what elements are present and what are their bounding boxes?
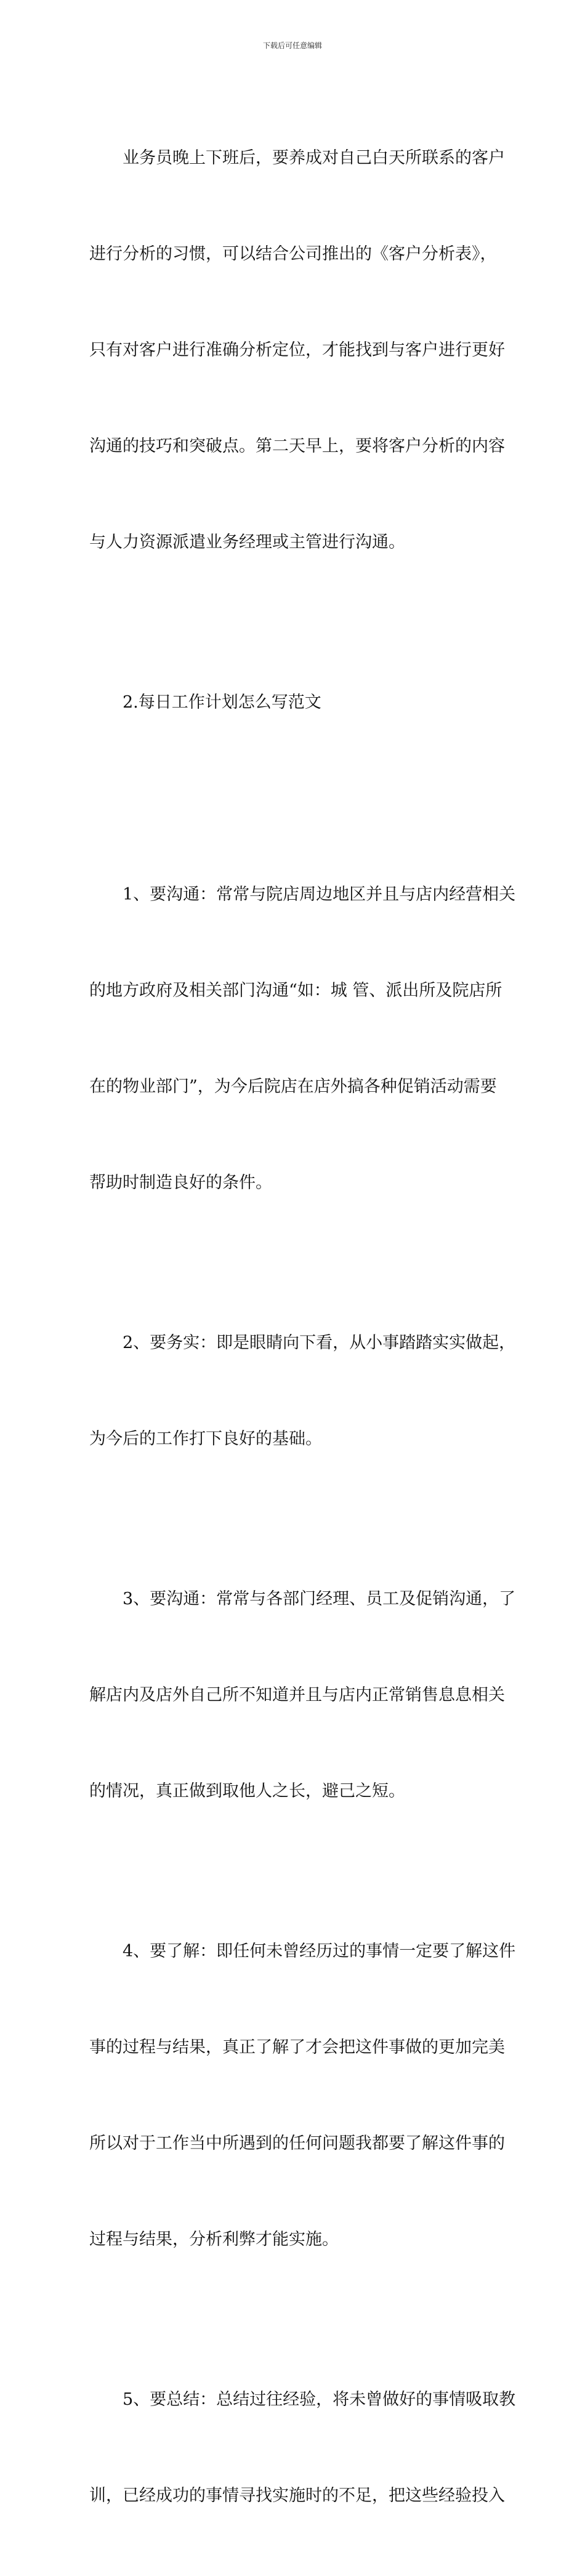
text-line: 所以对于工作当中所遇到的任何问题我都要了解这件事的 [89, 2134, 505, 2153]
text-line: 进行分析的习惯，可以结合公司推出的《客户分析表》， [89, 244, 497, 264]
text-line: 事的过程与结果，真正了解了才会把这件事做的更加完美 [89, 2038, 505, 2057]
item-5-paragraph [89, 2320, 516, 2576]
text-line: 4、要了解：即任何未曾经历过的事情一定要了解这件 [123, 1942, 516, 1961]
item-3-paragraph [89, 1519, 516, 1871]
text-line: 帮助时制造良好的条件。 [89, 1173, 272, 1192]
item-2-paragraph [89, 1263, 516, 1519]
section-heading: 2.每日工作计划怎么写范文 [123, 693, 321, 712]
header-note: 下载后可任意编辑 [262, 41, 322, 50]
intro-paragraph [89, 78, 505, 623]
text-line: 2、要务实：即是眼睛向下看，从小事踏踏实实做起， [123, 1333, 516, 1352]
text-line: 解店内及店外自己所不知道并且与店内正常销售息息相关 [89, 1686, 505, 1705]
text-line: 与人力资源派遣业务经理或主管进行沟通。 [89, 533, 405, 552]
text-line: 业务员晚上下班后，要养成对自己白天所联系的客户 [123, 148, 505, 168]
item-1-paragraph [89, 815, 516, 1263]
item-4-paragraph [89, 1871, 516, 2320]
text-line: 3、要沟通：常常与各部门经理、员工及促销沟通，了 [123, 1589, 516, 1609]
document-body [89, 78, 516, 2576]
text-line: 过程与结果，分析利弊才能实施。 [89, 2230, 339, 2249]
text-line: 1、要沟通：常常与院店周边地区并且与店内经营相关 [123, 885, 516, 904]
text-line: 训，已经成功的事情寻找实施时的不足，把这些经验投入 [89, 2486, 505, 2505]
text-line: 只有对客户进行准确分析定位，才能找到与客户进行更好 [89, 341, 505, 360]
text-line: 5、要总结：总结过往经验，将未曾做好的事情吸取教 [123, 2390, 516, 2409]
text-line: 的情况，真正做到取他人之长，避己之短。 [89, 1782, 405, 1801]
text-line: 在的物业部门”，为今后院店在店外搞各种促销活动需要 [89, 1077, 497, 1096]
text-line: 为今后的工作打下良好的基础。 [89, 1429, 322, 1448]
section-heading-paragraph [89, 623, 497, 783]
text-line: 沟通的技巧和突破点。第二天早上，要将客户分析的内容 [89, 437, 505, 456]
text-line: 的地方政府及相关部门沟通“如：城 管、派出所及院店所 [89, 981, 502, 1000]
blank-line [89, 783, 497, 815]
